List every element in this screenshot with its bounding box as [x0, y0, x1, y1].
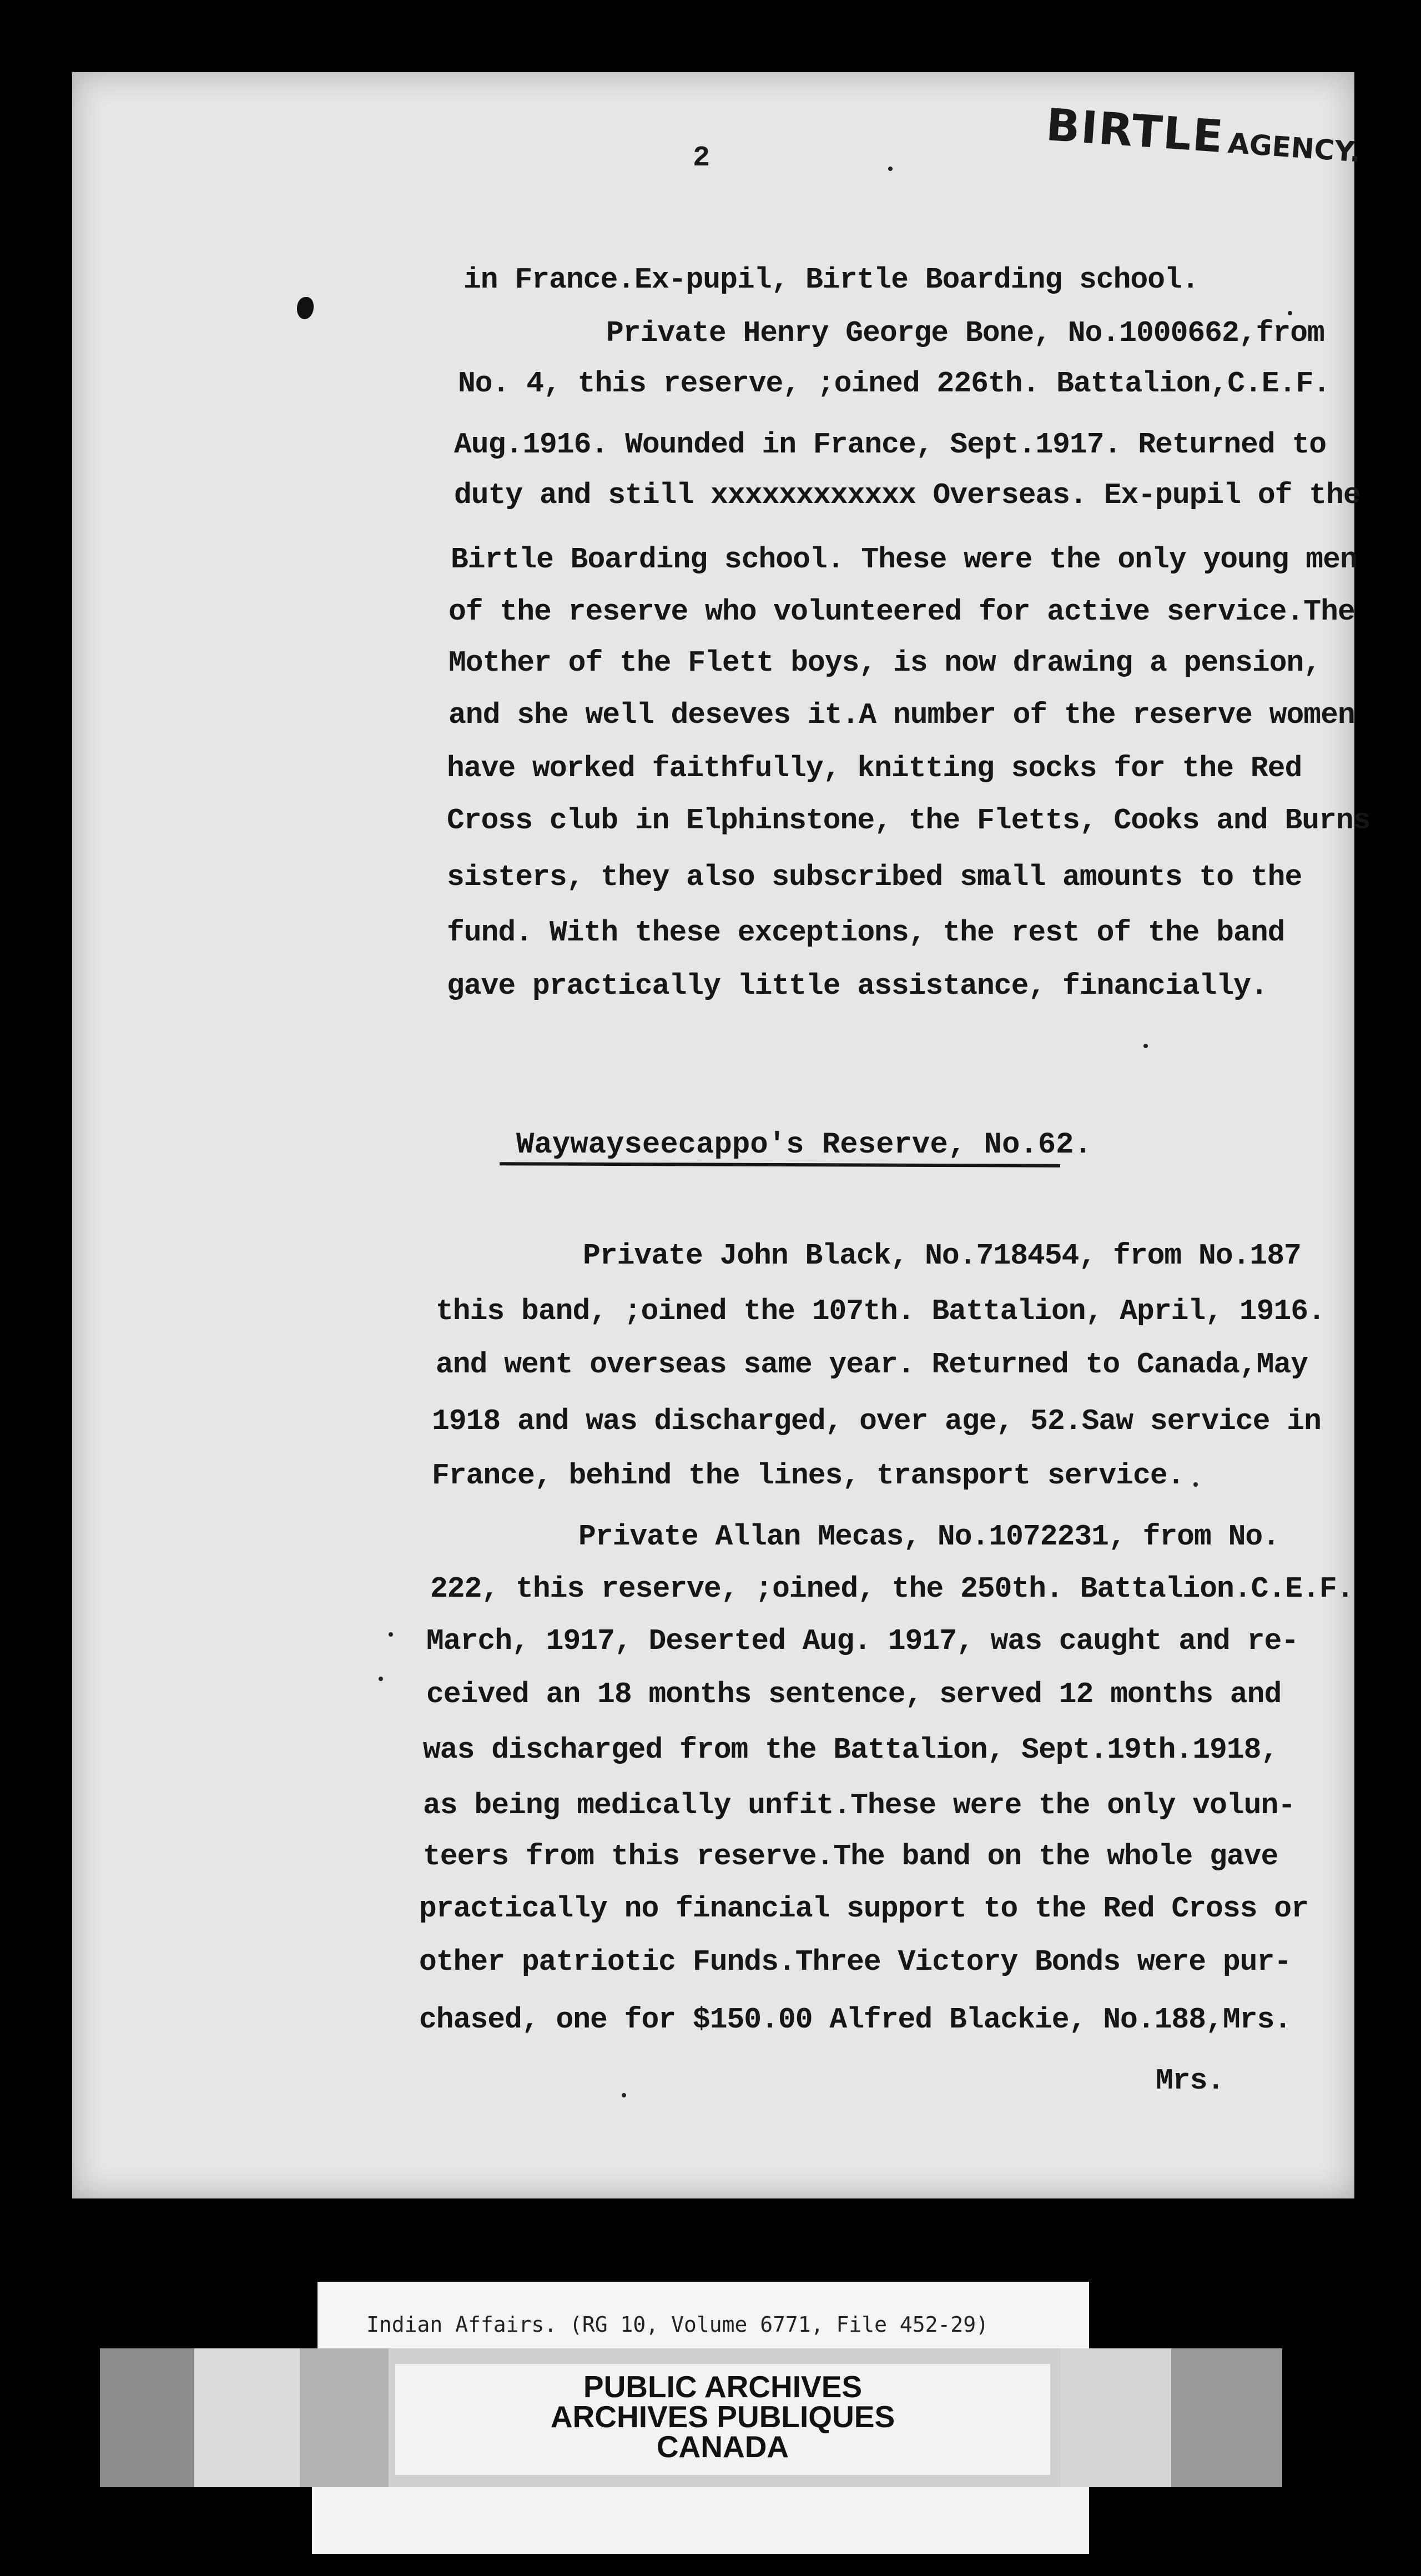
body-line: was discharged from the Battalion, Sept.19th.1918,: [423, 1733, 1278, 1767]
body-line: Aug.1916. Wounded in France, Sept.1917. Returned to: [454, 428, 1327, 461]
film-segment: [1060, 2348, 1171, 2487]
body-line: Private Allan Mecas, No.1072231, from No.: [578, 1520, 1280, 1553]
body-line: Cross club in Elphinstone, the Fletts, Cooks and Burns: [447, 804, 1370, 837]
paper-speck: [1193, 1482, 1198, 1487]
body-line: Private John Black, No.718454, from No.187: [583, 1239, 1301, 1272]
paper-speck: [1288, 311, 1292, 315]
agency-stamp-small: AGENCY.: [1227, 127, 1362, 169]
public-archives-stamp: [395, 2364, 1050, 2475]
film-segment: [1171, 2348, 1282, 2487]
body-line: and went overseas same year. Returned to Canada,May: [436, 1348, 1308, 1381]
body-line: sisters, they also subscribed small amounts to the: [447, 861, 1302, 894]
archives-line-1: PUBLIC ARCHIVES: [583, 2369, 863, 2404]
body-line: gave practically little assistance, financially.: [447, 969, 1268, 1003]
agency-stamp-main: BIRTLE: [1044, 99, 1226, 163]
body-line: this band, ;oined the 107th. Battalion, April, 1916.: [436, 1295, 1325, 1328]
body-line: as being medically unfit.These were the only volun-: [423, 1789, 1296, 1822]
archive-reference: Indian Affairs. (RG 10, Volume 6771, File 452-29): [366, 2312, 989, 2337]
body-line: March, 1917, Deserted Aug. 1917, was caught and re-: [426, 1624, 1299, 1658]
archives-line-3: CANADA: [656, 2429, 789, 2464]
body-line: Mrs.: [1156, 2064, 1225, 2097]
body-line: duty and still xxxxxxxxxxxx Overseas. Ex-pupil of the: [454, 479, 1360, 512]
paper-speck: [1143, 1044, 1148, 1048]
body-line: practically no financial support to the Red Cross or: [419, 1892, 1308, 1925]
body-line: and she well deseves it.A number of the reserve women: [449, 698, 1355, 732]
body-line: 1918 and was discharged, over age, 52.Saw service in: [432, 1405, 1321, 1438]
paper-speck: [622, 2093, 626, 2097]
body-line: ceived an 18 months sentence, served 12 months and: [426, 1678, 1282, 1711]
body-line: teers from this reserve.The band on the whole gave: [423, 1840, 1278, 1873]
paper-speck: [888, 167, 893, 171]
archives-line-2: ARCHIVES PUBLIQUES: [550, 2399, 895, 2434]
body-line: Birtle Boarding school. These were the only young men: [451, 543, 1357, 576]
body-line: France, behind the lines, transport service.: [432, 1459, 1185, 1492]
body-line: Private Henry George Bone, No.1000662,from: [606, 316, 1324, 350]
body-line: Mother of the Flett boys, is now drawing a pension,: [449, 646, 1321, 680]
blank-label: [312, 2487, 1089, 2554]
film-segment: [100, 2348, 194, 2487]
paper-speck: [389, 1632, 393, 1637]
body-line: other patriotic Funds.Three Victory Bonds were pur-: [419, 1945, 1292, 1979]
body-line: No. 4, this reserve, ;oined 226th. Battalion,C.E.F.: [458, 367, 1331, 400]
paper-speck: [379, 1677, 383, 1681]
body-line: of the reserve who volunteered for active service.The: [449, 595, 1355, 628]
film-segment: [194, 2348, 300, 2487]
body-line: have worked faithfully, knitting socks for the Red: [447, 752, 1302, 785]
page-number: 2: [693, 142, 710, 174]
body-line: 222, this reserve, ;oined, the 250th. Battalion.C.E.F.: [430, 1572, 1354, 1606]
body-line: chased, one for $150.00 Alfred Blackie, No.188,Mrs.: [419, 2003, 1292, 2036]
film-segment: [300, 2348, 389, 2487]
section-heading: Waywayseecappo's Reserve, No.62.: [516, 1128, 1092, 1162]
body-line: in France.Ex-pupil, Birtle Boarding school.: [463, 263, 1199, 296]
body-line: fund. With these exceptions, the rest of the band: [447, 916, 1285, 949]
